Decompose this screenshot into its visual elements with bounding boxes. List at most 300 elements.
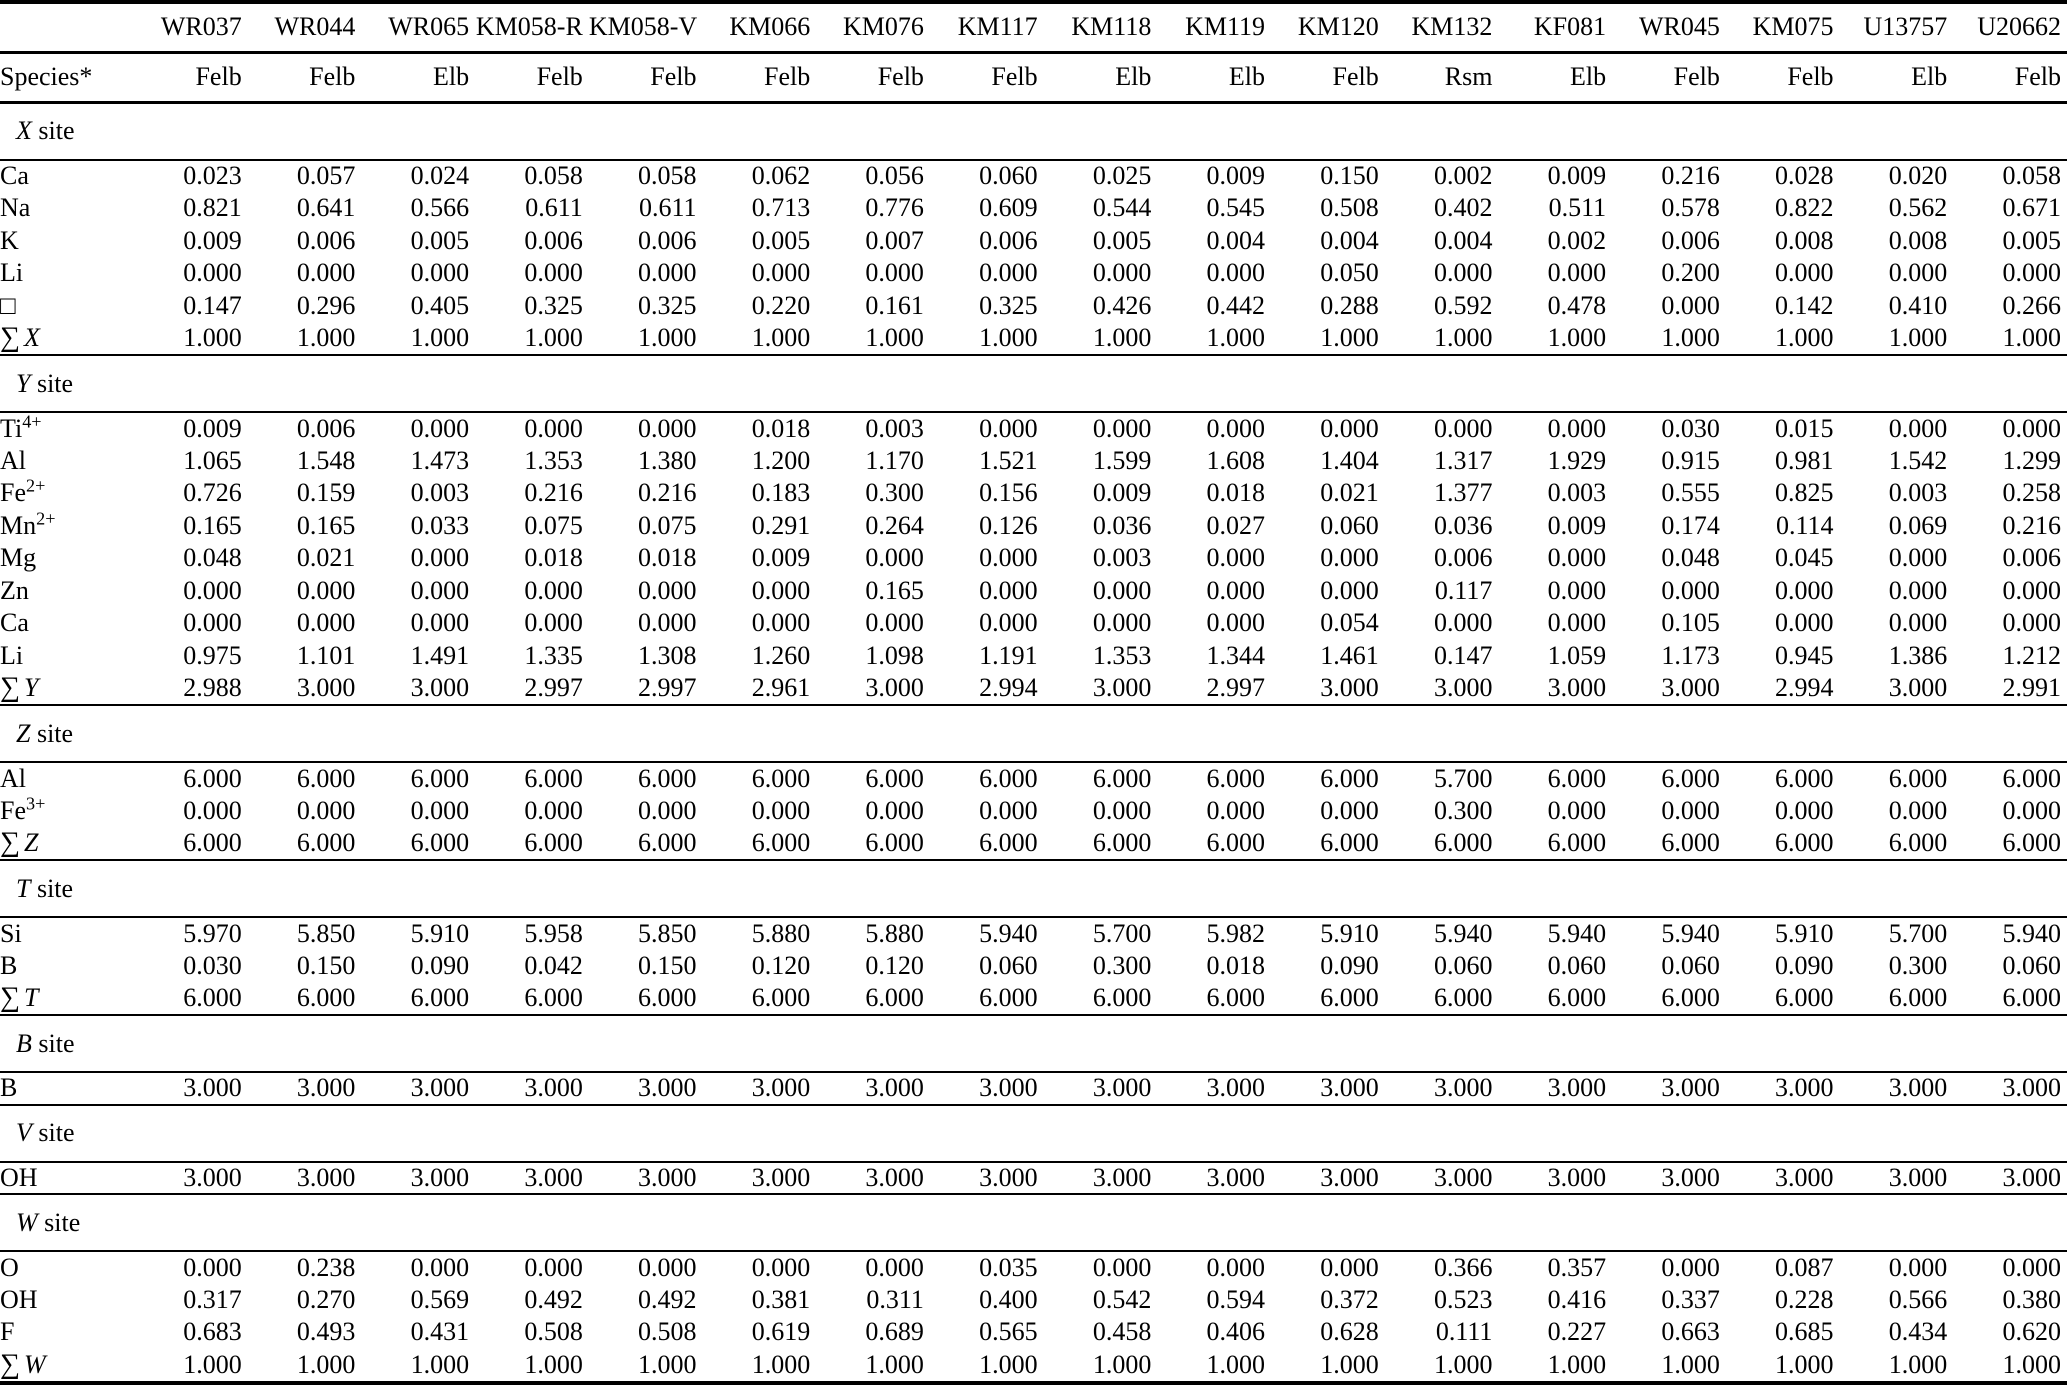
data-cell: 0.569 [410,1284,470,1314]
data-cell: 0.000 [979,543,1038,573]
data-cell: 0.018 [1206,950,1266,980]
data-cell: 2.961 [751,673,811,702]
data-cell: 0.009 [1547,161,1607,191]
data-cell: 6.000 [2002,983,2061,1012]
data-cell: 0.075 [524,510,583,540]
element-symbol: Ca [0,161,29,191]
data-cell: 0.000 [1547,795,1607,825]
table-row [0,510,2067,543]
data-cell: 0.325 [979,290,1038,320]
data-cell: 6.000 [638,983,697,1012]
data-cell: 0.018 [751,413,811,443]
data-cell: 3.000 [1888,673,1948,702]
data-cell: 6.000 [865,763,924,793]
data-cell: 0.000 [1888,608,1948,638]
row-label [0,412,134,445]
data-cell: 0.562 [1888,193,1948,223]
data-cell: 3.000 [1661,673,1720,702]
data-cell: 1.212 [2002,640,2061,670]
data-cell: 5.880 [751,918,811,948]
table-row [0,290,2067,323]
element-symbol: Zn [0,575,29,605]
data-cell: 0.018 [1206,478,1266,508]
data-cell: 0.000 [1888,543,1948,573]
data-cell: 0.004 [1206,225,1266,255]
data-cell: 0.150 [638,950,697,980]
data-cell: 0.058 [638,161,697,191]
data-cell: 5.880 [865,918,924,948]
data-cell: 0.220 [751,290,811,320]
data-cell: 0.000 [865,258,924,288]
table-row [0,1349,2067,1383]
data-cell: 0.821 [183,193,242,223]
data-cell: 0.511 [1548,193,1607,223]
species-cell: Elb [1498,52,1612,102]
table-row [0,192,2067,225]
data-cell: 0.142 [1775,290,1834,320]
species-cell: Felb [134,52,248,102]
data-cell: 6.000 [183,983,242,1012]
data-cell: 3.000 [296,1073,356,1103]
data-cell: 6.000 [1320,828,1379,857]
data-cell: 6.000 [1547,828,1607,857]
data-cell: 0.060 [1320,510,1379,540]
data-cell: 1.000 [1320,323,1379,352]
data-cell: 0.000 [2002,1252,2061,1282]
data-cell: 0.165 [296,510,356,540]
data-cell: 0.000 [865,795,924,825]
data-cell: 1.000 [2002,1349,2061,1379]
data-cell: 1.000 [1092,1349,1152,1379]
data-cell: 0.300 [1888,950,1948,980]
data-cell: 3.000 [524,1073,583,1103]
data-cell: 0.000 [1888,795,1948,825]
data-cell: 3.000 [1206,1162,1266,1192]
data-cell: 0.005 [751,225,811,255]
data-cell: 0.000 [1888,258,1948,288]
data-cell: 1.317 [1433,445,1493,475]
data-cell: 0.258 [2002,478,2061,508]
data-cell: 0.054 [1320,608,1379,638]
data-cell: 0.000 [1888,413,1948,443]
data-cell: 0.090 [1320,950,1379,980]
data-cell: 0.000 [410,543,470,573]
data-cell: 0.545 [1206,193,1266,223]
data-cell: 0.000 [1206,413,1266,443]
species-cell: Felb [248,52,362,102]
data-cell: 0.009 [1092,478,1152,508]
species-cell: Felb [1726,52,1840,102]
data-cell: 3.000 [1320,1162,1379,1192]
data-cell: 6.000 [1092,763,1152,793]
table-row [0,1072,2067,1105]
table-row [0,225,2067,258]
data-cell: 0.822 [1775,193,1834,223]
data-cell: 0.005 [1092,225,1152,255]
section-word: site [36,718,74,748]
data-cell: 0.025 [1092,161,1152,191]
data-cell: 0.426 [1092,290,1152,320]
section-title [0,1194,2067,1251]
data-cell: 0.325 [638,290,697,320]
data-cell: 0.000 [524,258,583,288]
data-cell: 1.335 [524,640,583,670]
data-cell: 3.000 [1320,1073,1379,1103]
data-cell: 0.000 [1206,575,1266,605]
row-label [0,607,134,640]
data-cell: 0.156 [979,478,1038,508]
species-cell: Elb [1044,52,1158,102]
data-cell: 0.000 [1547,413,1607,443]
data-cell: 0.000 [865,608,924,638]
data-cell: 3.000 [1775,1073,1834,1103]
data-cell: 0.117 [1434,575,1493,605]
element-symbol: Al [0,763,26,793]
data-cell: 6.000 [1206,828,1266,857]
data-cell: 0.523 [1433,1284,1493,1314]
sum-variable: X [24,323,40,352]
data-cell: 0.400 [979,1284,1038,1314]
data-cell: 1.065 [183,445,242,475]
data-cell: 5.850 [296,918,356,948]
data-cell: 0.150 [296,950,356,980]
data-cell: 0.000 [2002,608,2061,638]
data-cell: 1.491 [410,640,470,670]
row-label [0,445,134,478]
data-cell: 0.410 [1888,290,1948,320]
data-cell: 0.009 [1547,510,1607,540]
data-cell: 0.366 [1433,1252,1493,1282]
data-cell: 5.910 [410,918,470,948]
data-cell: 2.991 [2002,673,2061,702]
element-symbol: □ [0,290,16,320]
element-symbol: Fe [0,795,26,825]
data-cell: 3.000 [1206,1073,1266,1103]
data-cell: 0.300 [1092,950,1152,980]
data-cell: 0.683 [183,1317,242,1347]
data-cell: 6.000 [1092,828,1152,857]
data-cell: 0.566 [1888,1284,1948,1314]
charge-superscript: 2+ [26,475,46,496]
data-cell: 6.000 [638,763,697,793]
data-cell: 1.000 [979,1349,1038,1379]
data-cell: 2.997 [1206,673,1266,702]
data-cell: 3.000 [1547,1073,1607,1103]
data-cell: 6.000 [183,828,242,857]
data-cell: 0.000 [296,575,356,605]
data-cell: 0.159 [296,478,356,508]
data-cell: 0.628 [1320,1317,1379,1347]
data-cell: 0.021 [296,543,356,573]
section-title [0,860,2067,917]
data-cell: 0.000 [524,413,583,443]
data-cell: 0.493 [296,1317,356,1347]
data-cell: 1.000 [1547,323,1607,352]
section-letter: X [16,116,32,145]
section-letter: Z [16,718,31,748]
data-cell: 0.058 [2002,161,2061,191]
data-cell: 6.000 [979,828,1038,857]
element-symbol: O [0,1252,19,1282]
row-label [0,575,134,608]
data-cell: 5.850 [638,918,697,948]
data-cell: 0.300 [1433,795,1493,825]
data-cell: 0.000 [410,575,470,605]
data-cell: 0.006 [2002,543,2061,573]
table-row [0,827,2067,860]
data-cell: 0.264 [865,510,924,540]
data-cell: 0.183 [751,478,811,508]
data-cell: 6.000 [2002,763,2061,793]
data-cell: 0.000 [1092,258,1152,288]
table-row [0,1251,2067,1284]
data-cell: 0.416 [1547,1284,1607,1314]
data-cell: 0.009 [751,543,811,573]
data-cell: 0.006 [296,225,356,255]
column-header: KM075 [1726,2,1840,52]
sum-symbol: ∑ [0,1348,21,1380]
data-cell: 3.000 [751,1073,811,1103]
data-cell: 0.915 [1661,445,1720,475]
data-cell: 1.521 [979,445,1038,475]
section-word: site [38,1118,75,1147]
section-word: site [38,116,75,145]
data-cell: 6.000 [296,983,356,1012]
sum-variable: Y [24,673,39,702]
data-cell: 3.000 [1433,673,1493,702]
data-cell: 0.380 [2002,1284,2061,1314]
data-cell: 1.000 [751,1349,811,1379]
data-cell: 0.000 [1092,413,1152,443]
row-label [0,290,134,323]
data-cell: 0.405 [410,290,470,320]
table-row [0,257,2067,290]
data-cell: 0.005 [410,225,470,255]
data-cell: 3.000 [410,673,470,702]
sum-symbol: ∑ [0,322,21,353]
data-cell: 3.000 [1433,1073,1493,1103]
data-cell: 0.009 [183,413,242,443]
data-cell: 1.599 [1092,445,1152,475]
column-header: KM058-R [475,2,589,52]
header-row [0,2,2067,52]
row-label [0,1284,134,1317]
element-symbol: B [0,1073,18,1103]
data-cell: 0.009 [183,225,242,255]
element-symbol: Mg [0,543,37,573]
data-cell: 0.036 [1092,510,1152,540]
data-cell: 0.000 [638,1252,697,1282]
data-cell: 6.000 [1775,763,1834,793]
data-cell: 0.069 [1888,510,1948,540]
data-cell: 0.161 [865,290,924,320]
data-cell: 0.216 [1661,161,1720,191]
data-cell: 0.442 [1206,290,1266,320]
data-cell: 0.000 [1433,258,1493,288]
data-cell: 0.000 [1888,1252,1948,1282]
column-header: WR037 [134,2,248,52]
table-row [0,412,2067,445]
data-cell: 0.000 [751,575,811,605]
data-cell: 6.000 [751,983,811,1012]
data-cell: 0.035 [979,1252,1038,1282]
data-cell: 0.372 [1320,1284,1379,1314]
section-title [0,1015,2067,1072]
data-cell: 6.000 [296,828,356,857]
data-cell: 0.000 [524,575,583,605]
data-cell: 2.997 [638,673,697,702]
data-cell: 6.000 [1433,828,1493,857]
element-symbol: OH [0,1284,38,1314]
data-cell: 0.000 [1775,258,1834,288]
data-cell: 0.002 [1547,225,1607,255]
data-cell: 6.000 [865,983,924,1012]
column-header: WR044 [248,2,362,52]
data-cell: 1.000 [638,323,697,352]
data-cell: 0.689 [865,1317,924,1347]
data-cell: 1.929 [1547,445,1607,475]
data-cell: 0.120 [751,950,811,980]
data-cell: 0.036 [1433,510,1493,540]
data-cell: 0.594 [1206,1284,1266,1314]
data-cell: 1.548 [296,445,356,475]
data-cell: 0.671 [2002,193,2061,223]
data-cell: 6.000 [1661,983,1720,1012]
data-cell: 0.060 [1547,950,1607,980]
element-symbol: Al [0,445,26,475]
data-cell: 1.000 [1433,323,1493,352]
data-cell: 0.592 [1433,290,1493,320]
data-cell: 6.000 [1206,983,1266,1012]
column-header: KM132 [1385,2,1499,52]
column-header: WR065 [361,2,475,52]
species-cell: Elb [361,52,475,102]
data-cell: 6.000 [524,763,583,793]
data-cell: 0.478 [1547,290,1607,320]
species-cell: Elb [1157,52,1271,102]
data-cell: 6.000 [2002,828,2061,857]
data-cell: 0.042 [524,950,583,980]
row-label [0,762,134,795]
data-cell: 0.030 [183,950,242,980]
data-cell: 0.120 [865,950,924,980]
data-cell: 0.000 [410,413,470,443]
data-cell: 2.997 [524,673,583,702]
data-cell: 0.000 [296,795,356,825]
species-cell: Felb [930,52,1044,102]
data-cell: 6.000 [1775,983,1834,1012]
data-cell: 0.620 [2002,1317,2061,1347]
data-cell: 0.008 [1775,225,1834,255]
data-cell: 0.945 [1775,640,1834,670]
data-cell: 0.000 [1320,413,1379,443]
data-cell: 6.000 [1775,828,1834,857]
data-cell: 6.000 [751,828,811,857]
section-title [0,355,2067,412]
data-cell: 1.173 [1661,640,1720,670]
row-label [0,1349,134,1383]
species-cell: Elb [1840,52,1954,102]
data-cell: 0.337 [1661,1284,1720,1314]
corner-cell [0,2,134,52]
data-cell: 0.216 [638,478,697,508]
data-cell: 0.000 [410,795,470,825]
row-label [0,1162,134,1195]
data-cell: 6.000 [1888,763,1948,793]
sum-symbol: ∑ [0,982,21,1013]
data-cell: 0.296 [296,290,356,320]
row-label [0,1251,134,1284]
data-cell: 0.002 [1433,161,1493,191]
data-cell: 0.018 [524,543,583,573]
data-cell: 1.000 [183,323,242,352]
data-cell: 1.000 [1888,1349,1948,1379]
data-cell: 0.000 [979,608,1038,638]
row-label [0,1316,134,1349]
element-symbol: Na [0,193,31,223]
data-cell: 0.003 [1888,478,1948,508]
data-cell: 0.000 [2002,575,2061,605]
table-row [0,672,2067,705]
data-cell: 3.000 [1547,673,1607,702]
data-cell: 0.458 [1092,1317,1152,1347]
data-cell: 3.000 [1661,1162,1720,1192]
data-cell: 0.726 [183,478,242,508]
data-cell: 5.910 [1775,918,1834,948]
data-cell: 0.381 [751,1284,811,1314]
data-cell: 0.000 [1775,575,1834,605]
data-cell: 6.000 [410,763,470,793]
data-cell: 0.663 [1661,1317,1720,1347]
sum-symbol: ∑ [0,827,21,858]
data-cell: 0.147 [183,290,242,320]
data-cell: 0.111 [1435,1317,1493,1347]
data-cell: 0.238 [296,1252,356,1282]
data-cell: 0.000 [1661,290,1720,320]
data-cell: 0.434 [1888,1317,1948,1347]
data-cell: 0.825 [1775,478,1834,508]
data-cell: 0.270 [296,1284,356,1314]
data-cell: 0.060 [979,161,1038,191]
data-cell: 0.000 [751,608,811,638]
data-cell: 5.982 [1206,918,1266,948]
section-word: site [36,873,74,903]
data-cell: 1.000 [1775,1349,1834,1379]
data-cell: 0.611 [638,193,697,223]
data-cell: 0.003 [1547,478,1607,508]
data-cell: 1.377 [1433,478,1493,508]
data-cell: 0.000 [751,1252,811,1282]
data-cell: 0.000 [1206,795,1266,825]
row-label [0,542,134,575]
section-word: site [44,1207,81,1237]
data-cell: 0.000 [1092,795,1152,825]
row-label [0,160,134,193]
row-label [0,917,134,950]
data-cell: 0.000 [1547,575,1607,605]
element-symbol: Li [0,258,24,288]
data-cell: 6.000 [296,763,356,793]
data-cell: 5.700 [1433,763,1493,793]
species-cell: Felb [475,52,589,102]
element-symbol: B [0,950,18,980]
data-cell: 0.000 [638,575,697,605]
data-cell: 0.006 [1433,543,1493,573]
data-cell: 0.000 [1547,258,1607,288]
table-row [0,795,2067,828]
data-cell: 5.940 [2002,918,2061,948]
data-cell: 5.700 [1092,918,1152,948]
